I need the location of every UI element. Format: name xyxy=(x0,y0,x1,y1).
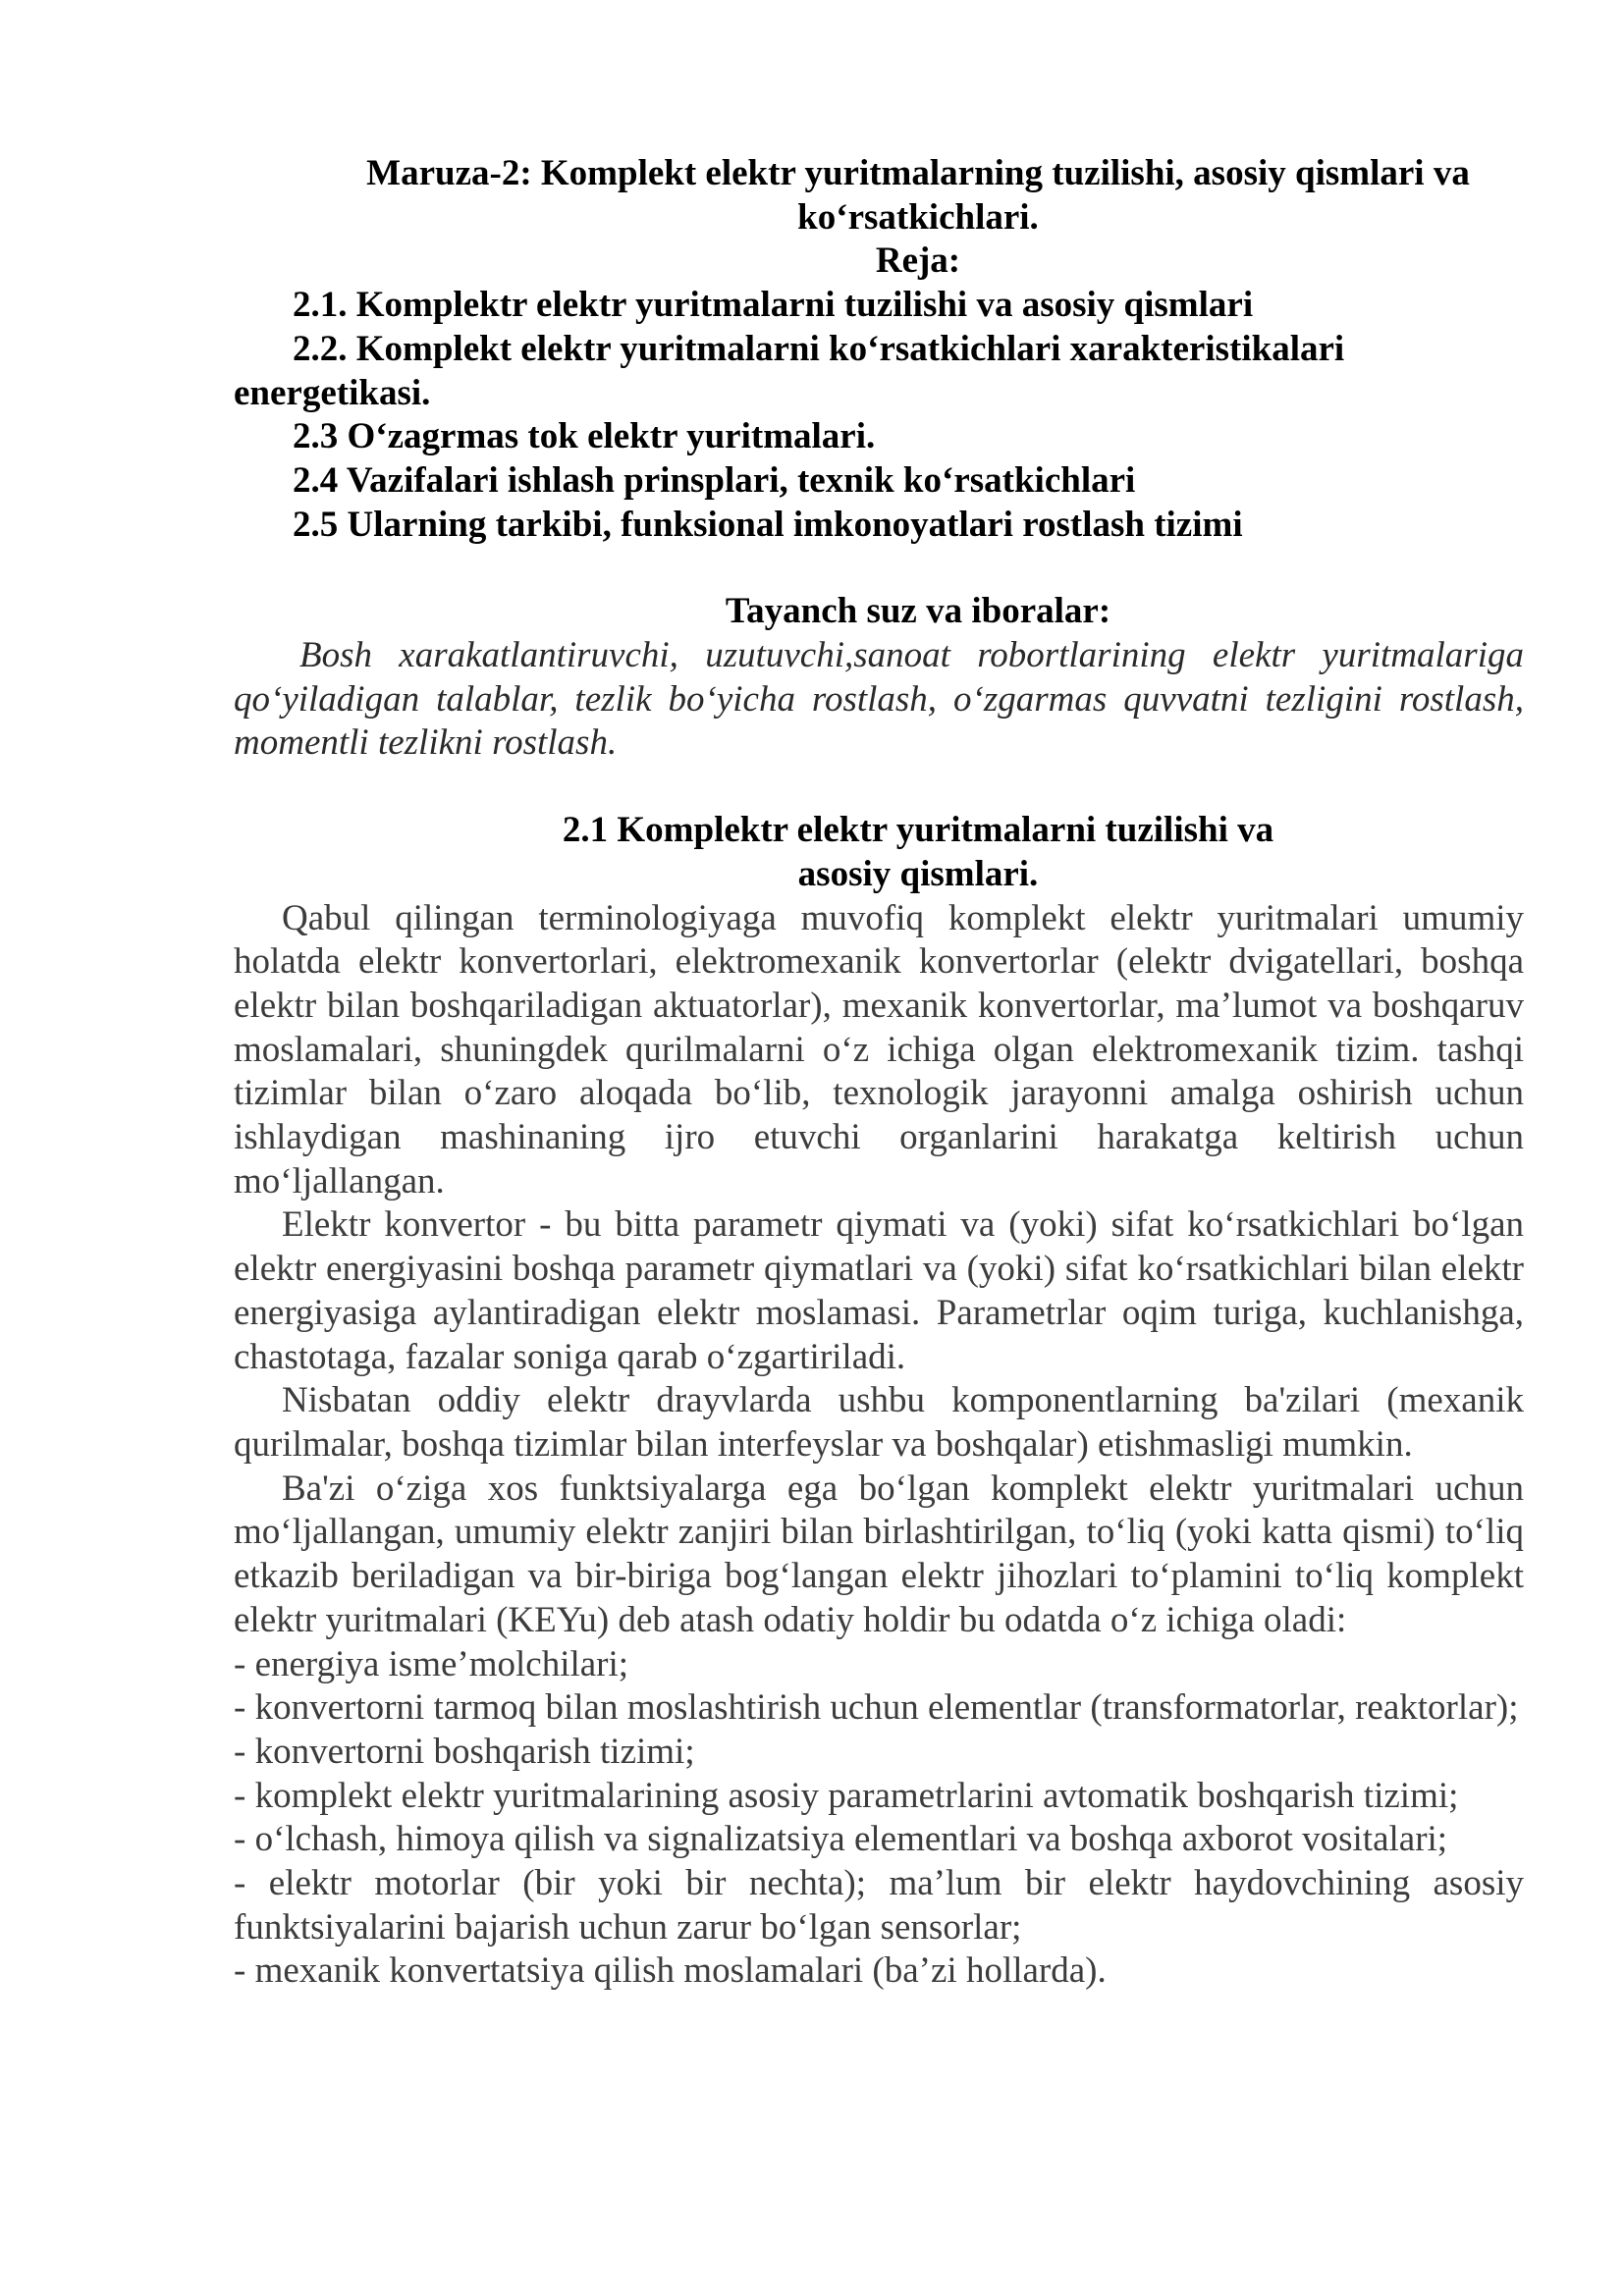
section-heading-line-2: asosiy qismlari. xyxy=(797,853,1039,894)
keywords-text: Bosh xarakatlantiruvchi, uzutuvchi,sanoat robortlarining elektr yuritmalariga qo‘yiladigan talablar, tezlik bo‘yicha rostlash, o‘zgarmas quvvatni tezligini rostlash, momentli tezlikni rostlash. xyxy=(234,635,1524,764)
body-paragraph-3: Nisbatan oddiy elektr drayvlarda ushbu komponentlarning ba'zilari (mexanik qurilmalar, boshqa tizimlar bilan interfeyslar va boshqalar) etishmasligi mumkin. xyxy=(234,1380,1524,1465)
list-item: - komplekt elektr yuritmalarining asosiy parametrlarini avtomatik boshqarish tizimi; xyxy=(234,1775,1459,1816)
body-paragraph-2: Elektr konvertor - bu bitta parametr qiymati va (yoki) sifat ko‘rsatkichlari bo‘lgan elektr energiyasini boshqa parametr qiymatlari va (yoki) sifat ko‘rsatkichlari bilan elektr energiyasiga aylantiradigan elektr moslamasi. Parametrlar oqim turiga, kuchlanishga, chastotaga, fazalar soniga qarab o‘zgartiriladi. xyxy=(234,1204,1524,1377)
list-item: - mexanik konvertatsiya qilish moslamalari (ba’zi hollarda). xyxy=(234,1950,1107,1992)
list-item: - konvertorni boshqarish tizimi; xyxy=(234,1731,695,1772)
list-item: - o‘lchash, himoya qilish va signalizatsiya elementlari va boshqa axborot vositalari; xyxy=(234,1819,1448,1860)
document-page xyxy=(234,152,1524,1994)
keywords-heading: Tayanch suz va iboralar: xyxy=(725,591,1111,632)
body-paragraph-4: Ba'zi o‘ziga xos funktsiyalarga ega bo‘lgan komplekt elektr yuritmalari uchun mo‘ljallangan, umumiy elektr zanjiri bilan birlashtirilgan, to‘liq (yoki katta qismi) to‘liq etkazib beriladigan va bir-biriga bog‘langan elektr jihozlari to‘plamini to‘liq komplekt elektr yuritmalari (KEYu) deb atash odatiy holdir bu odatda o‘z ichiga oladi: xyxy=(234,1468,1524,1640)
list-item: - konvertorni tarmoq bilan moslashtirish uchun elementlar (transformatorlar, reaktorlar); xyxy=(234,1687,1519,1729)
plan-item-1: 2.1. Komplektr elektr yuritmalarni tuzilishi va asosiy qismlari xyxy=(293,285,1254,326)
plan-item-3: 2.3 O‘zagrmas tok elektr yuritmalari. xyxy=(293,416,876,457)
plan-heading: Reja: xyxy=(875,240,961,282)
plan-item-2: 2.2. Komplekt elektr yuritmalarni ko‘rsatkichlari xarakteristikalari energetikasi. xyxy=(234,328,1345,413)
plan-item-4: 2.4 Vazifalari ishlash prinsplari, texnik ko‘rsatkichlari xyxy=(293,459,1136,501)
plan-item-5: 2.5 Ularning tarkibi, funksional imkonoyatlari rostlash tizimi xyxy=(293,504,1243,545)
spacer xyxy=(234,547,1524,590)
body-paragraph-1: Qabul qilingan terminologiyaga muvofiq komplekt elektr yuritmalari umumiy holatda elektr konvertorlari, elektromexanik konvertorlar (elektr dvigatellari, boshqa elektr bilan boshqariladigan aktuatorlar), mexanik konvertorlar, ma’lumot va boshqaruv moslamalari, shuningdek qurilmalarni o‘z ichiga olgan elektromexanik tizim. tashqi tizimlar bilan o‘zaro aloqada bo‘lib, texnologik jarayonni amalga oshirish uchun ishlaydigan mashinaning ijro etuvchi organlarini harakatga keltirish uchun mo‘ljallangan. xyxy=(234,897,1524,1201)
lecture-title-line-1: Maruza-2: Komplekt elektr yuritmalarning tuzilishi, asosiy qismlari va xyxy=(366,153,1470,193)
spacer xyxy=(234,766,1524,809)
plan-list xyxy=(234,284,1524,547)
components-list xyxy=(234,1643,1524,1995)
section-heading-line-1: 2.1 Komplektr elektr yuritmalarni tuzilishi va xyxy=(562,810,1274,851)
lecture-title-line-2: ko‘rsatkichlari. xyxy=(797,196,1039,238)
list-item: - energiya isme’molchilari; xyxy=(234,1643,629,1684)
list-item: - elektr motorlar (bir yoki bir nechta); ma’lum bir elektr haydovchining asosiy funktsiyalarini bajarish uchun zarur bo‘lgan sensorlar; xyxy=(234,1863,1524,1948)
